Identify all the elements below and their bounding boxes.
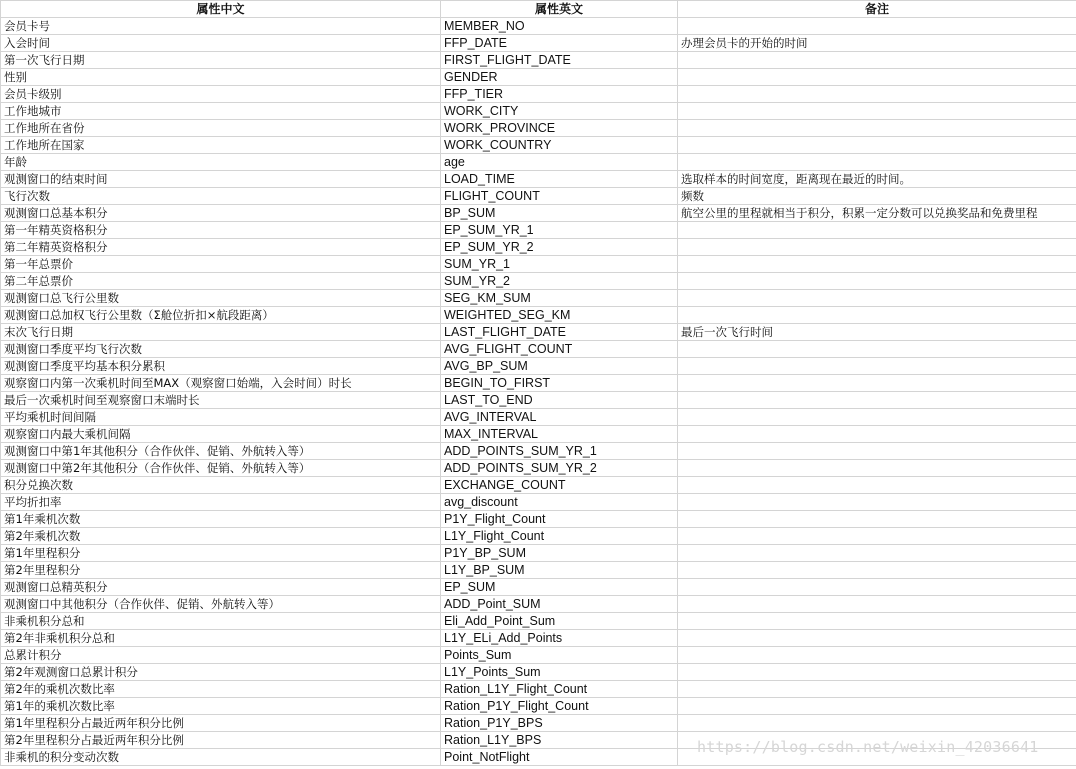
- cell-note[interactable]: [678, 120, 1076, 137]
- cell-chinese-name[interactable]: 总累计积分: [1, 647, 441, 664]
- cell-note[interactable]: [678, 307, 1076, 324]
- cell-english-name[interactable]: MEMBER_NO: [441, 18, 678, 35]
- cell-chinese-name[interactable]: 末次飞行日期: [1, 324, 441, 341]
- table-row: [1, 120, 1076, 137]
- cell-english-name[interactable]: Ration_L1Y_Flight_Count: [441, 681, 678, 698]
- cell-chinese-name[interactable]: 第一年精英资格积分: [1, 222, 441, 239]
- cell-chinese-name[interactable]: 性别: [1, 69, 441, 86]
- table-row: [1, 494, 1076, 511]
- cell-english-name[interactable]: L1Y_ELi_Add_Points: [441, 630, 678, 647]
- cell-english-name[interactable]: Point_NotFlight: [441, 749, 678, 766]
- cell-english-name[interactable]: Eli_Add_Point_Sum: [441, 613, 678, 630]
- cell-note[interactable]: [678, 681, 1076, 698]
- cell-english-name[interactable]: SUM_YR_2: [441, 273, 678, 290]
- cell-english-name[interactable]: BEGIN_TO_FIRST: [441, 375, 678, 392]
- cell-english-name[interactable]: BP_SUM: [441, 205, 678, 222]
- cell-chinese-name[interactable]: 第2年乘机次数: [1, 528, 441, 545]
- cell-english-name[interactable]: AVG_INTERVAL: [441, 409, 678, 426]
- table-row: [1, 256, 1076, 273]
- cell-note[interactable]: [678, 273, 1076, 290]
- cell-note[interactable]: [678, 664, 1076, 681]
- table-row: [1, 358, 1076, 375]
- cell-english-name[interactable]: L1Y_Points_Sum: [441, 664, 678, 681]
- cell-note[interactable]: [678, 647, 1076, 664]
- cell-chinese-name[interactable]: 观测窗口中第2年其他积分（合作伙伴、促销、外航转入等）: [1, 460, 441, 477]
- table-row: [1, 579, 1076, 596]
- cell-chinese-name[interactable]: 观测窗口中第1年其他积分（合作伙伴、促销、外航转入等）: [1, 443, 441, 460]
- cell-chinese-name[interactable]: 第1年里程积分占最近两年积分比例: [1, 715, 441, 732]
- cell-note[interactable]: [678, 256, 1076, 273]
- cell-english-name[interactable]: ADD_POINTS_SUM_YR_1: [441, 443, 678, 460]
- cell-chinese-name[interactable]: 非乘机的积分变动次数: [1, 749, 441, 766]
- cell-chinese-name[interactable]: 平均折扣率: [1, 494, 441, 511]
- table-row: [1, 460, 1076, 477]
- table-body: [1, 18, 1076, 766]
- cell-note[interactable]: 最后一次飞行时间: [678, 324, 1076, 341]
- cell-note[interactable]: [678, 579, 1076, 596]
- cell-chinese-name[interactable]: 第1年的乘机次数比率: [1, 698, 441, 715]
- cell-note[interactable]: [678, 154, 1076, 171]
- cell-english-name[interactable]: WORK_CITY: [441, 103, 678, 120]
- cell-chinese-name[interactable]: 第1年乘机次数: [1, 511, 441, 528]
- cell-chinese-name[interactable]: 观察窗口内最大乘机间隔: [1, 426, 441, 443]
- cell-note[interactable]: [678, 222, 1076, 239]
- cell-note[interactable]: [678, 86, 1076, 103]
- table-row: [1, 290, 1076, 307]
- header-cell-english[interactable]: 属性英文: [441, 1, 678, 18]
- cell-chinese-name[interactable]: 观测窗口中其他积分（合作伙伴、促销、外航转入等）: [1, 596, 441, 613]
- cell-chinese-name[interactable]: 观测窗口季度平均飞行次数: [1, 341, 441, 358]
- cell-chinese-name[interactable]: 工作地城市: [1, 103, 441, 120]
- cell-note[interactable]: [678, 375, 1076, 392]
- table-row: [1, 596, 1076, 613]
- table-row: [1, 664, 1076, 681]
- table-row: [1, 409, 1076, 426]
- table-row: [1, 69, 1076, 86]
- cell-chinese-name[interactable]: 第一次飞行日期: [1, 52, 441, 69]
- table-row: [1, 205, 1076, 222]
- table-row: [1, 528, 1076, 545]
- cell-english-name[interactable]: Points_Sum: [441, 647, 678, 664]
- cell-note[interactable]: [678, 392, 1076, 409]
- table-row: [1, 273, 1076, 290]
- table-row: [1, 375, 1076, 392]
- table-row: [1, 647, 1076, 664]
- cell-english-name[interactable]: Ration_P1Y_BPS: [441, 715, 678, 732]
- cell-chinese-name[interactable]: 观测窗口总飞行公里数: [1, 290, 441, 307]
- cell-chinese-name[interactable]: 第1年里程积分: [1, 545, 441, 562]
- table-row: [1, 545, 1076, 562]
- cell-english-name[interactable]: avg_discount: [441, 494, 678, 511]
- table-row: [1, 171, 1076, 188]
- cell-note[interactable]: [678, 613, 1076, 630]
- cell-english-name[interactable]: FFP_DATE: [441, 35, 678, 52]
- cell-english-name[interactable]: EP_SUM_YR_2: [441, 239, 678, 256]
- cell-english-name[interactable]: EP_SUM_YR_1: [441, 222, 678, 239]
- table-row: [1, 154, 1076, 171]
- cell-note[interactable]: [678, 341, 1076, 358]
- header-cell-chinese[interactable]: 属性中文: [1, 1, 441, 18]
- cell-chinese-name[interactable]: 会员卡级别: [1, 86, 441, 103]
- cell-note[interactable]: [678, 18, 1076, 35]
- table-row: [1, 341, 1076, 358]
- cell-english-name[interactable]: P1Y_Flight_Count: [441, 511, 678, 528]
- cell-english-name[interactable]: Ration_P1Y_Flight_Count: [441, 698, 678, 715]
- cell-english-name[interactable]: WORK_PROVINCE: [441, 120, 678, 137]
- cell-english-name[interactable]: FFP_TIER: [441, 86, 678, 103]
- cell-chinese-name[interactable]: 积分兑换次数: [1, 477, 441, 494]
- cell-english-name[interactable]: P1Y_BP_SUM: [441, 545, 678, 562]
- cell-note[interactable]: [678, 511, 1076, 528]
- cell-english-name[interactable]: LAST_TO_END: [441, 392, 678, 409]
- table-row: [1, 715, 1076, 732]
- cell-chinese-name[interactable]: 第2年非乘机积分总和: [1, 630, 441, 647]
- table-row: [1, 18, 1076, 35]
- table-row: [1, 239, 1076, 256]
- cell-english-name[interactable]: SUM_YR_1: [441, 256, 678, 273]
- cell-note[interactable]: 办理会员卡的开始的时间: [678, 35, 1076, 52]
- cell-chinese-name[interactable]: 观测窗口季度平均基本积分累积: [1, 358, 441, 375]
- table-row: [1, 681, 1076, 698]
- cell-chinese-name[interactable]: 入会时间: [1, 35, 441, 52]
- header-row: [1, 1, 1076, 18]
- cell-english-name[interactable]: SEG_KM_SUM: [441, 290, 678, 307]
- table-row: [1, 562, 1076, 579]
- table-row: [1, 613, 1076, 630]
- table-row: [1, 86, 1076, 103]
- cell-english-name[interactable]: AVG_FLIGHT_COUNT: [441, 341, 678, 358]
- header-cell-note[interactable]: 备注: [678, 1, 1076, 18]
- cell-note[interactable]: [678, 698, 1076, 715]
- cell-english-name[interactable]: L1Y_Flight_Count: [441, 528, 678, 545]
- cell-note[interactable]: [678, 460, 1076, 477]
- cell-english-name[interactable]: EXCHANGE_COUNT: [441, 477, 678, 494]
- cell-chinese-name[interactable]: 飞行次数: [1, 188, 441, 205]
- table-row: [1, 307, 1076, 324]
- cell-chinese-name[interactable]: 非乘机积分总和: [1, 613, 441, 630]
- cell-chinese-name[interactable]: 平均乘机时间间隔: [1, 409, 441, 426]
- table-row: [1, 324, 1076, 341]
- table-row: [1, 103, 1076, 120]
- cell-chinese-name[interactable]: 第2年的乘机次数比率: [1, 681, 441, 698]
- cell-note[interactable]: [678, 528, 1076, 545]
- cell-chinese-name[interactable]: 年龄: [1, 154, 441, 171]
- cell-chinese-name[interactable]: 观测窗口总精英积分: [1, 579, 441, 596]
- table-row: [1, 698, 1076, 715]
- cell-english-name[interactable]: MAX_INTERVAL: [441, 426, 678, 443]
- cell-chinese-name[interactable]: 观察窗口内第一次乘机时间至MAX（观察窗口始端，入会时间）时长: [1, 375, 441, 392]
- cell-english-name[interactable]: L1Y_BP_SUM: [441, 562, 678, 579]
- table-row: [1, 426, 1076, 443]
- table-row: [1, 630, 1076, 647]
- cell-note[interactable]: [678, 239, 1076, 256]
- table-row: [1, 35, 1076, 52]
- watermark-text: https://blog.csdn.net/weixin_42036641: [697, 738, 1039, 756]
- cell-english-name[interactable]: AVG_BP_SUM: [441, 358, 678, 375]
- cell-note[interactable]: [678, 409, 1076, 426]
- cell-chinese-name[interactable]: 第2年观测窗口总累计积分: [1, 664, 441, 681]
- cell-note[interactable]: [678, 290, 1076, 307]
- table-row: [1, 392, 1076, 409]
- cell-note[interactable]: [678, 103, 1076, 120]
- cell-chinese-name[interactable]: 工作地所在省份: [1, 120, 441, 137]
- cell-english-name[interactable]: Ration_L1Y_BPS: [441, 732, 678, 749]
- cell-note[interactable]: [678, 630, 1076, 647]
- table-row: [1, 222, 1076, 239]
- table-row: [1, 443, 1076, 460]
- cell-english-name[interactable]: GENDER: [441, 69, 678, 86]
- table-row: [1, 511, 1076, 528]
- cell-english-name[interactable]: ADD_POINTS_SUM_YR_2: [441, 460, 678, 477]
- cell-chinese-name[interactable]: 工作地所在国家: [1, 137, 441, 154]
- cell-note[interactable]: [678, 715, 1076, 732]
- cell-note[interactable]: [678, 426, 1076, 443]
- cell-chinese-name[interactable]: 会员卡号: [1, 18, 441, 35]
- cell-note[interactable]: [678, 545, 1076, 562]
- cell-note[interactable]: [678, 69, 1076, 86]
- cell-english-name[interactable]: EP_SUM: [441, 579, 678, 596]
- table-row: [1, 137, 1076, 154]
- cell-note[interactable]: [678, 137, 1076, 154]
- cell-chinese-name[interactable]: 第2年里程积分: [1, 562, 441, 579]
- cell-english-name[interactable]: LOAD_TIME: [441, 171, 678, 188]
- cell-english-name[interactable]: FIRST_FLIGHT_DATE: [441, 52, 678, 69]
- cell-note[interactable]: 选取样本的时间宽度，距离现在最近的时间。: [678, 171, 1076, 188]
- cell-english-name[interactable]: WEIGHTED_SEG_KM: [441, 307, 678, 324]
- table-row: [1, 477, 1076, 494]
- cell-note[interactable]: [678, 443, 1076, 460]
- cell-note[interactable]: [678, 494, 1076, 511]
- cell-chinese-name[interactable]: 第2年里程积分占最近两年积分比例: [1, 732, 441, 749]
- cell-english-name[interactable]: age: [441, 154, 678, 171]
- cell-chinese-name[interactable]: 观测窗口的结束时间: [1, 171, 441, 188]
- cell-note[interactable]: [678, 477, 1076, 494]
- cell-chinese-name[interactable]: 观测窗口总基本积分: [1, 205, 441, 222]
- cell-english-name[interactable]: LAST_FLIGHT_DATE: [441, 324, 678, 341]
- cell-english-name[interactable]: WORK_COUNTRY: [441, 137, 678, 154]
- cell-note[interactable]: 航空公里的里程就相当于积分，积累一定分数可以兑换奖品和免费里程: [678, 205, 1076, 222]
- cell-note[interactable]: [678, 596, 1076, 613]
- cell-chinese-name[interactable]: 第一年总票价: [1, 256, 441, 273]
- cell-chinese-name[interactable]: 第二年总票价: [1, 273, 441, 290]
- cell-note[interactable]: [678, 358, 1076, 375]
- cell-note[interactable]: 频数: [678, 188, 1076, 205]
- cell-note[interactable]: [678, 562, 1076, 579]
- cell-english-name[interactable]: FLIGHT_COUNT: [441, 188, 678, 205]
- table-row: [1, 52, 1076, 69]
- table-row: [1, 188, 1076, 205]
- cell-chinese-name[interactable]: 观测窗口总加权飞行公里数（Σ舱位折扣×航段距离）: [1, 307, 441, 324]
- cell-chinese-name[interactable]: 最后一次乘机时间至观察窗口末端时长: [1, 392, 441, 409]
- cell-english-name[interactable]: ADD_Point_SUM: [441, 596, 678, 613]
- cell-chinese-name[interactable]: 第二年精英资格积分: [1, 239, 441, 256]
- cell-note[interactable]: [678, 52, 1076, 69]
